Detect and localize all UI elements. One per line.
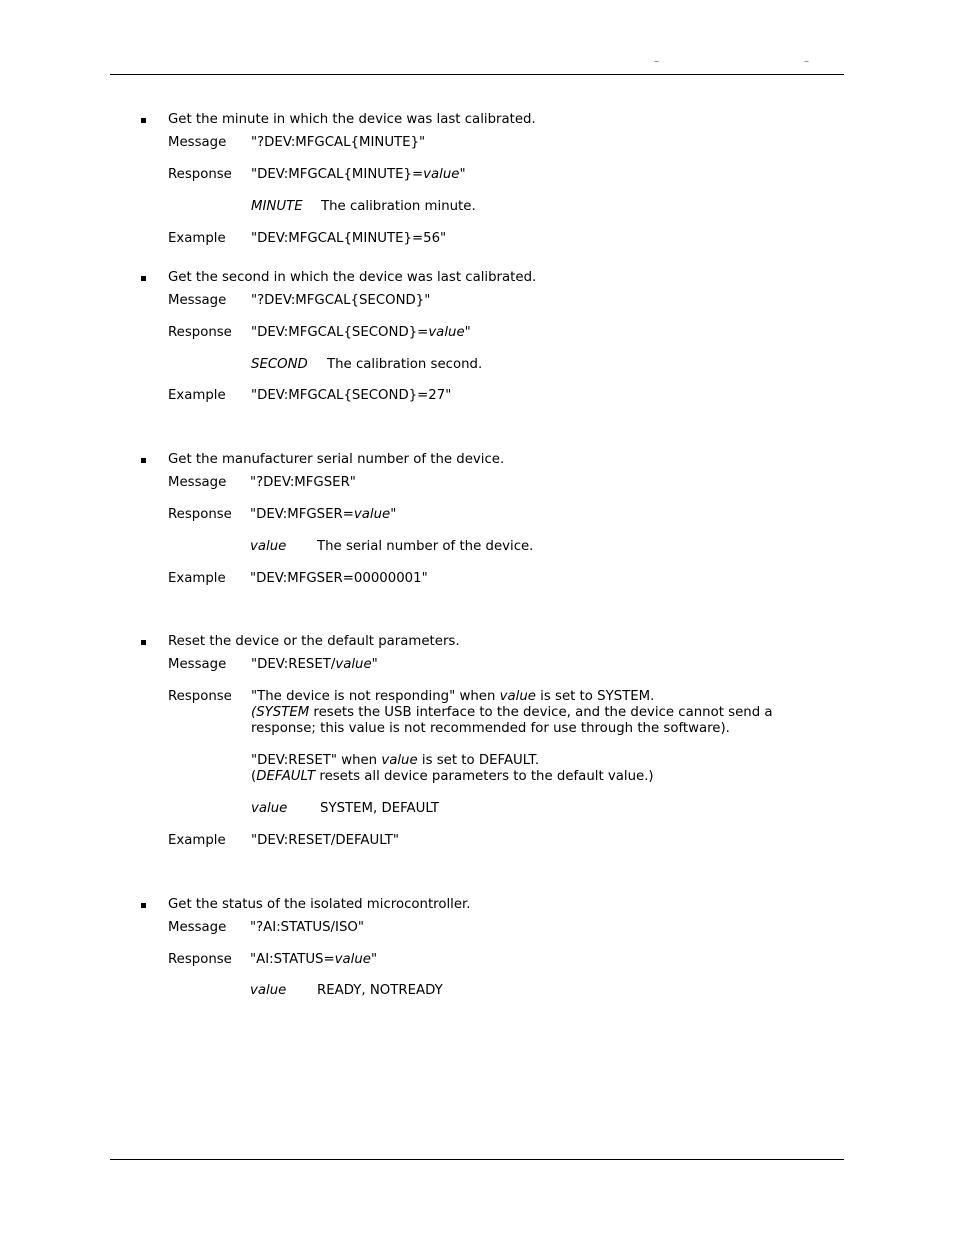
response-line: response; this value is not recommended for use through the software).: [251, 721, 730, 736]
param-name: SECOND: [251, 357, 308, 372]
example-value: "DEV:RESET/DEFAULT": [251, 833, 400, 848]
param-name: value: [250, 539, 287, 554]
response-label: Response: [168, 325, 232, 340]
example-value: "DEV:MFGCAL{SECOND}=27": [251, 388, 452, 403]
example-value: "DEV:MFGCAL{MINUTE}=56": [251, 231, 447, 246]
response-line: (DEFAULT resets all device parameters to the default value.): [251, 769, 654, 784]
response-value: "AI:STATUS=value": [250, 952, 378, 967]
response-value: "DEV:MFGCAL{SECOND}=value": [251, 325, 471, 340]
command-description: Get the manufacturer serial number of the device.: [168, 452, 505, 467]
param-description: The serial number of the device.: [317, 539, 534, 554]
header-mark: –: [804, 56, 809, 67]
footer-rule: [110, 1159, 844, 1160]
response-line: "The device is not responding" when value is set to SYSTEM.: [251, 689, 655, 704]
command-description: Get the status of the isolated microcontroller.: [168, 897, 471, 912]
example-label: Example: [168, 231, 226, 246]
bullet-icon: [141, 118, 146, 123]
message-label: Message: [168, 657, 227, 672]
header-mark: –: [654, 56, 659, 67]
message-label: Message: [168, 293, 227, 308]
example-label: Example: [168, 571, 226, 586]
message-label: Message: [168, 475, 227, 490]
message-label: Message: [168, 135, 227, 150]
param-name: MINUTE: [251, 199, 303, 214]
bullet-icon: [141, 276, 146, 281]
message-value: "DEV:RESET/value": [251, 657, 378, 672]
param-description: The calibration minute.: [321, 199, 476, 214]
param-description: The calibration second.: [327, 357, 483, 372]
example-label: Example: [168, 388, 226, 403]
command-description: Get the minute in which the device was last calibrated.: [168, 112, 536, 127]
response-value: "DEV:MFGCAL{MINUTE}=value": [251, 167, 466, 182]
header-rule: [110, 74, 844, 75]
bullet-icon: [141, 458, 146, 463]
response-line: (SYSTEM resets the USB interface to the device, and the device cannot send a: [251, 705, 773, 720]
param-description: SYSTEM, DEFAULT: [320, 801, 440, 816]
message-value: "?DEV:MFGSER": [250, 475, 356, 490]
response-line: "DEV:RESET" when value is set to DEFAULT.: [251, 753, 540, 768]
message-label: Message: [168, 920, 227, 935]
response-label: Response: [168, 507, 232, 522]
command-description: Reset the device or the default parameters.: [168, 634, 460, 649]
response-value: "DEV:MFGSER=value": [250, 507, 397, 522]
response-label: Response: [168, 167, 232, 182]
command-description: Get the second in which the device was last calibrated.: [168, 270, 537, 285]
param-description: READY, NOTREADY: [317, 983, 443, 998]
response-label: Response: [168, 689, 232, 704]
message-value: "?DEV:MFGCAL{MINUTE}": [251, 135, 426, 150]
example-label: Example: [168, 833, 226, 848]
bullet-icon: [141, 640, 146, 645]
bullet-icon: [141, 903, 146, 908]
message-value: "?AI:STATUS/ISO": [250, 920, 364, 935]
message-value: "?DEV:MFGCAL{SECOND}": [251, 293, 431, 308]
example-value: "DEV:MFGSER=00000001": [250, 571, 428, 586]
param-name: value: [251, 801, 288, 816]
param-name: value: [250, 983, 287, 998]
response-label: Response: [168, 952, 232, 967]
